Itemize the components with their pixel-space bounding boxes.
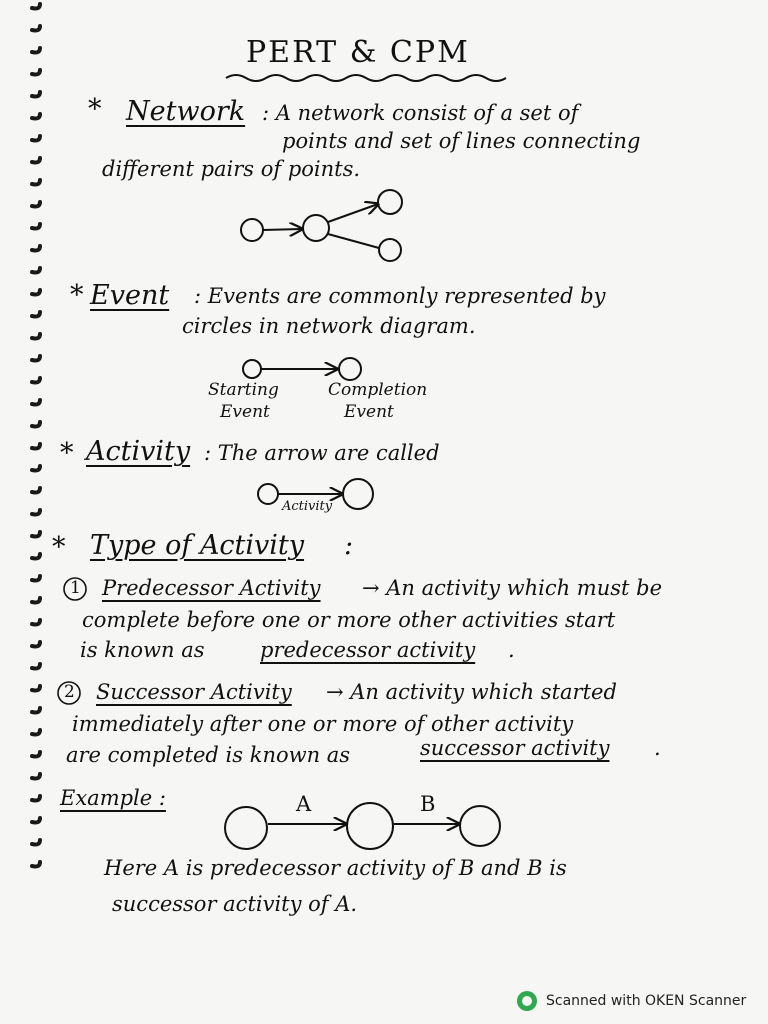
network-def-line1: : A network consist of a set of — [262, 101, 579, 125]
example-node-2 — [347, 803, 393, 849]
example-diagram — [222, 800, 506, 856]
types-heading-colon: : — [344, 530, 354, 561]
example-arrow-b-label: B — [420, 792, 436, 816]
activity-start-node — [258, 484, 278, 504]
successor-term: Successor Activity — [96, 680, 292, 704]
network-def-line2: points and set of lines connecting — [282, 129, 641, 153]
event-def-line2: circles in network diagram. — [182, 314, 476, 338]
activity-arrow-label: Activity — [282, 499, 333, 514]
predecessor-line3-term: predecessor activity — [260, 638, 476, 662]
scanner-watermark — [516, 990, 746, 1012]
event-def-line1: : Events are commonly represented by — [194, 284, 606, 308]
predecessor-line3-end: . — [508, 638, 515, 662]
activity-def-line1: : The arrow are called — [204, 441, 440, 465]
example-label: Example : — [60, 786, 166, 810]
oken-scanner-logo-icon — [516, 990, 538, 1012]
types-heading: Type of Activity — [90, 530, 305, 561]
example-line1: Here A is predecessor activity of B and B is — [104, 856, 567, 880]
activity-end-node — [343, 479, 373, 509]
network-bullet: * — [88, 94, 102, 125]
predecessor-number: 1 — [70, 578, 81, 598]
successor-line3-term: successor activity — [420, 736, 610, 760]
starting-event-node — [243, 360, 261, 378]
starting-event-label-2: Event — [220, 402, 270, 422]
network-diagram — [240, 186, 410, 266]
completion-event-label-2: Event — [344, 402, 394, 422]
network-def-line3: different pairs of points. — [102, 157, 361, 181]
example-arrow-a-label: A — [296, 792, 312, 816]
successor-number: 2 — [64, 682, 75, 702]
event-term: Event — [90, 280, 170, 311]
activity-term: Activity — [86, 436, 191, 467]
completion-event-node — [339, 358, 361, 380]
network-term: Network — [126, 96, 246, 127]
successor-line1: → An activity which started — [326, 680, 617, 704]
example-node-3 — [460, 806, 500, 846]
spiral-binding — [0, 0, 48, 1024]
successor-line3-end: . — [654, 736, 661, 760]
activity-bullet: * — [60, 438, 74, 469]
example-node-1 — [225, 807, 267, 849]
event-bullet: * — [70, 280, 84, 311]
scanner-text: Scanned with OKEN Scanner — [546, 993, 747, 1009]
predecessor-line1: → An activity which must be — [362, 576, 663, 600]
network-node-1 — [241, 219, 263, 241]
successor-line2: immediately after one or more of other activity — [72, 712, 574, 736]
starting-event-label-1: Starting — [208, 380, 279, 400]
predecessor-line3-pre: is known as — [80, 638, 205, 662]
predecessor-line2: complete before one or more other activities start — [82, 608, 616, 632]
types-bullet: * — [52, 532, 66, 563]
successor-line3-pre: are completed is known as — [66, 743, 351, 767]
example-line2: successor activity of A. — [112, 892, 358, 916]
completion-event-label-1: Completion — [328, 380, 428, 400]
predecessor-term: Predecessor Activity — [102, 576, 321, 600]
network-node-3 — [378, 190, 402, 214]
title-underline — [226, 72, 516, 86]
network-node-2 — [303, 215, 329, 241]
page-title: PERT & CPM — [246, 35, 470, 70]
network-node-4 — [379, 239, 401, 261]
